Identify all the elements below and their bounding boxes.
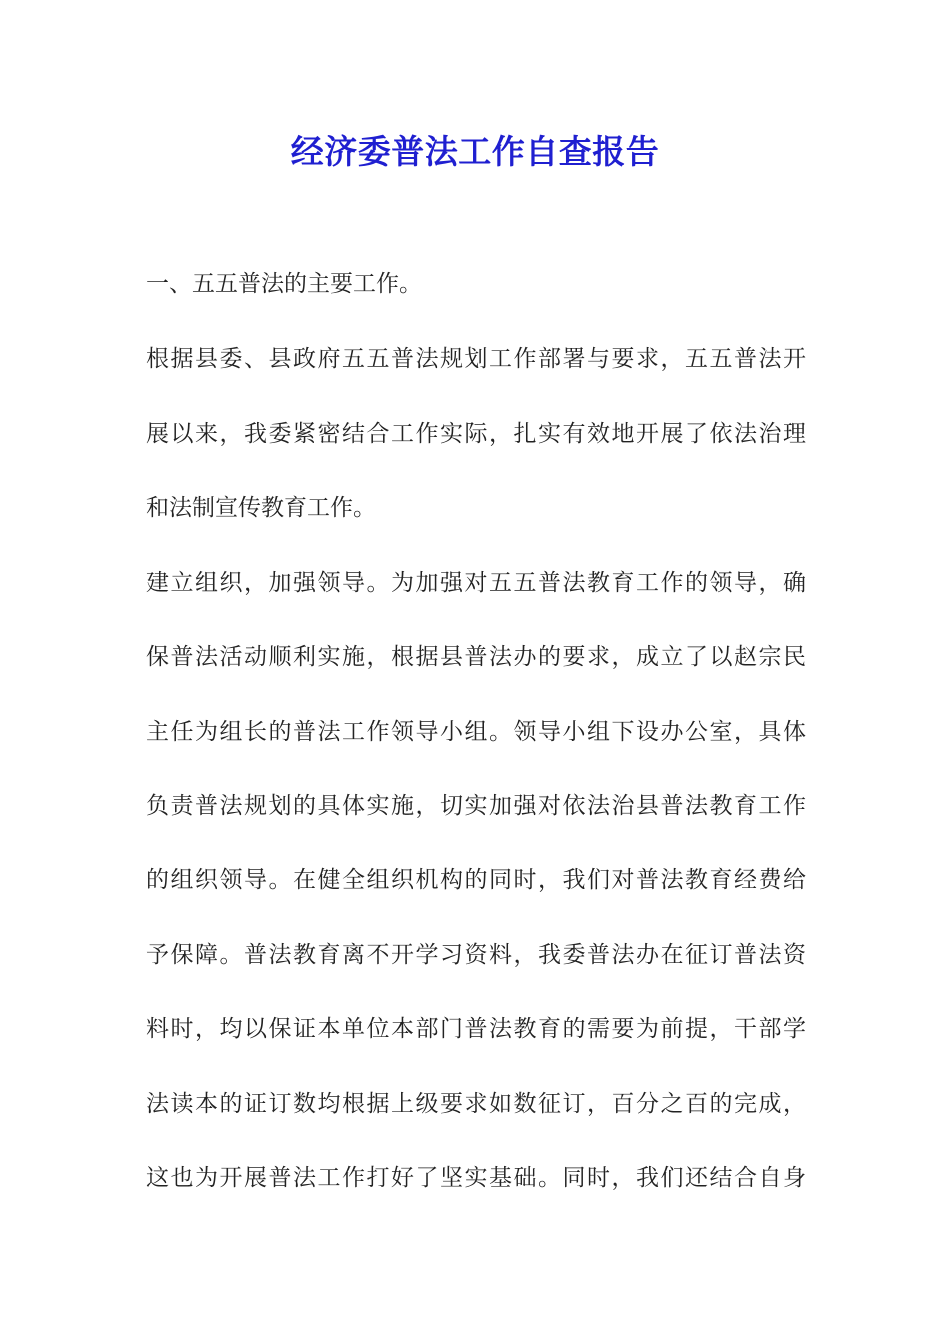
body-line: 展以来，我委紧密结合工作实际，扎实有效地开展了依法治理 — [146, 421, 806, 447]
body-line: 负责普法规划的具体实施，切实加强对依法治县普法教育工作 — [146, 793, 806, 819]
body-line: 和法制宣传教育工作。 — [146, 495, 376, 521]
body-line: 这也为开展普法工作打好了坚实基础。同时，我们还结合自身 — [146, 1165, 806, 1191]
body-line: 予保障。普法教育离不开学习资料，我委普法办在征订普法资 — [146, 942, 806, 968]
body-line: 的组织领导。在健全组织机构的同时，我们对普法教育经费给 — [146, 867, 806, 893]
section-heading: 一、五五普法的主要工作。 — [146, 271, 422, 297]
document-title: 经济委普法工作自查报告 — [290, 132, 660, 171]
body-line: 根据县委、县政府五五普法规划工作部署与要求，五五普法开 — [146, 346, 806, 372]
body-line: 料时，均以保证本单位本部门普法教育的需要为前提，干部学 — [146, 1016, 806, 1042]
body-line: 法读本的证订数均根据上级要求如数征订，百分之百的完成， — [146, 1091, 806, 1117]
body-line: 建立组织，加强领导。为加强对五五普法教育工作的领导，确 — [146, 570, 806, 596]
body-line: 保普法活动顺利实施，根据县普法办的要求，成立了以赵宗民 — [146, 644, 806, 670]
body-line: 主任为组长的普法工作领导小组。领导小组下设办公室，具体 — [146, 719, 806, 745]
